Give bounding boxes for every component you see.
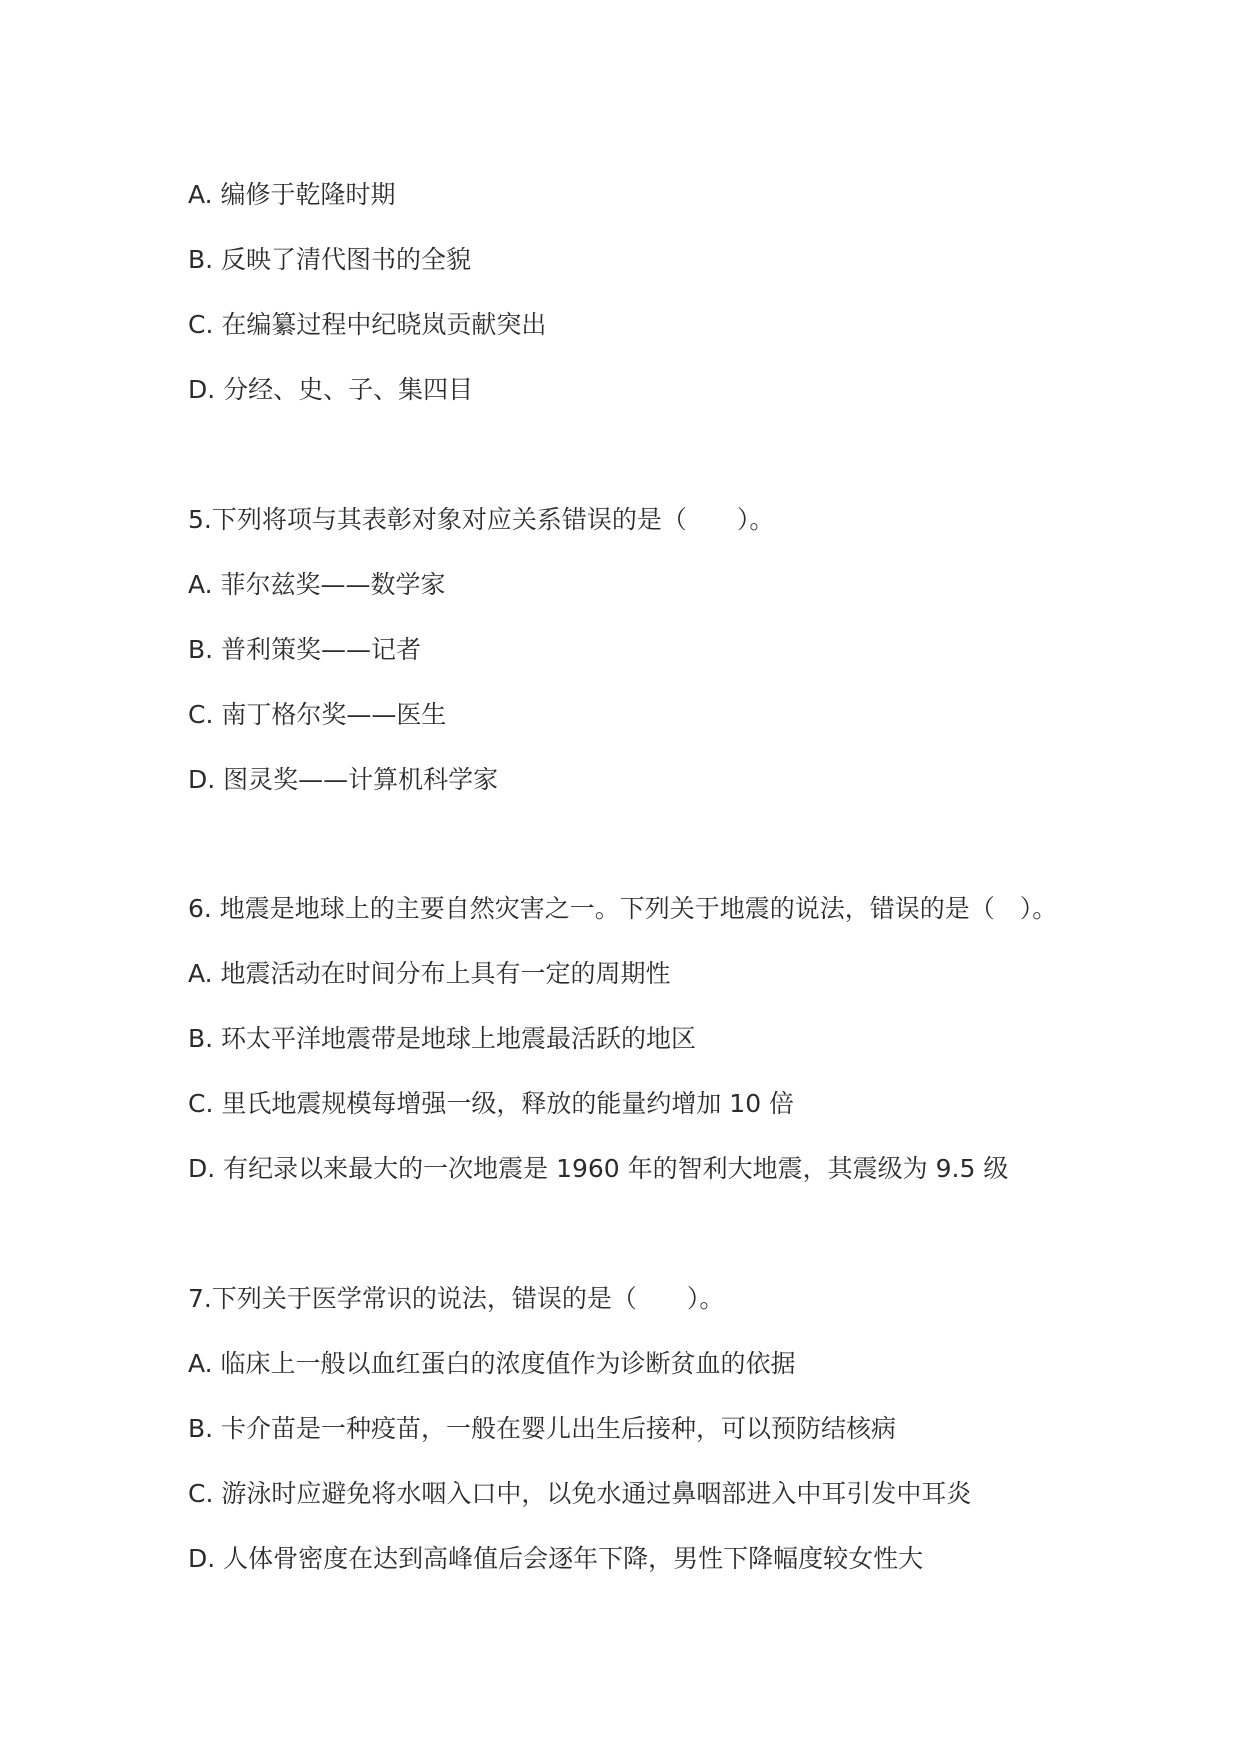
q7-option-d: D. 人体骨密度在达到高峰值后会逐年下降，男性下降幅度较女性大 (188, 1544, 924, 1573)
q4-option-c: C. 在编纂过程中纪晓岚贡献突出 (188, 310, 547, 339)
q4-option-d: D. 分经、史、子、集四目 (188, 375, 474, 404)
q5-option-c: C. 南丁格尔奖——医生 (188, 700, 447, 729)
q7-option-c: C. 游泳时应避免将水咽入口中，以免水通过鼻咽部进入中耳引发中耳炎 (188, 1479, 972, 1508)
q4-option-b: B. 反映了清代图书的全貌 (188, 245, 472, 274)
q7-option-a: A. 临床上一般以血红蛋白的浓度值作为诊断贫血的依据 (188, 1349, 796, 1378)
q5-option-b: B. 普利策奖——记者 (188, 635, 422, 664)
q6-option-b: B. 环太平洋地震带是地球上地震最活跃的地区 (188, 1024, 697, 1053)
q5-option-d: D. 图灵奖——计算机科学家 (188, 765, 499, 794)
q4-option-a: A. 编修于乾隆时期 (188, 180, 396, 209)
q7-stem: 7.下列关于医学常识的说法，错误的是（ ）。 (188, 1284, 725, 1313)
q5-stem: 5.下列将项与其表彰对象对应关系错误的是（ ）。 (188, 505, 775, 534)
q6-option-c: C. 里氏地震规模每增强一级，释放的能量约增加 10 倍 (188, 1089, 795, 1118)
q7-option-b: B. 卡介苗是一种疫苗，一般在婴儿出生后接种，可以预防结核病 (188, 1414, 897, 1443)
q6-option-d: D. 有纪录以来最大的一次地震是 1960 年的智利大地震，其震级为 9.5 级 (188, 1154, 1009, 1183)
q6-option-a: A. 地震活动在时间分布上具有一定的周期性 (188, 959, 671, 988)
q6-stem: 6. 地震是地球上的主要自然灾害之一。下列关于地震的说法，错误的是（ ）。 (188, 894, 1058, 923)
q5-option-a: A. 菲尔兹奖——数学家 (188, 570, 446, 599)
